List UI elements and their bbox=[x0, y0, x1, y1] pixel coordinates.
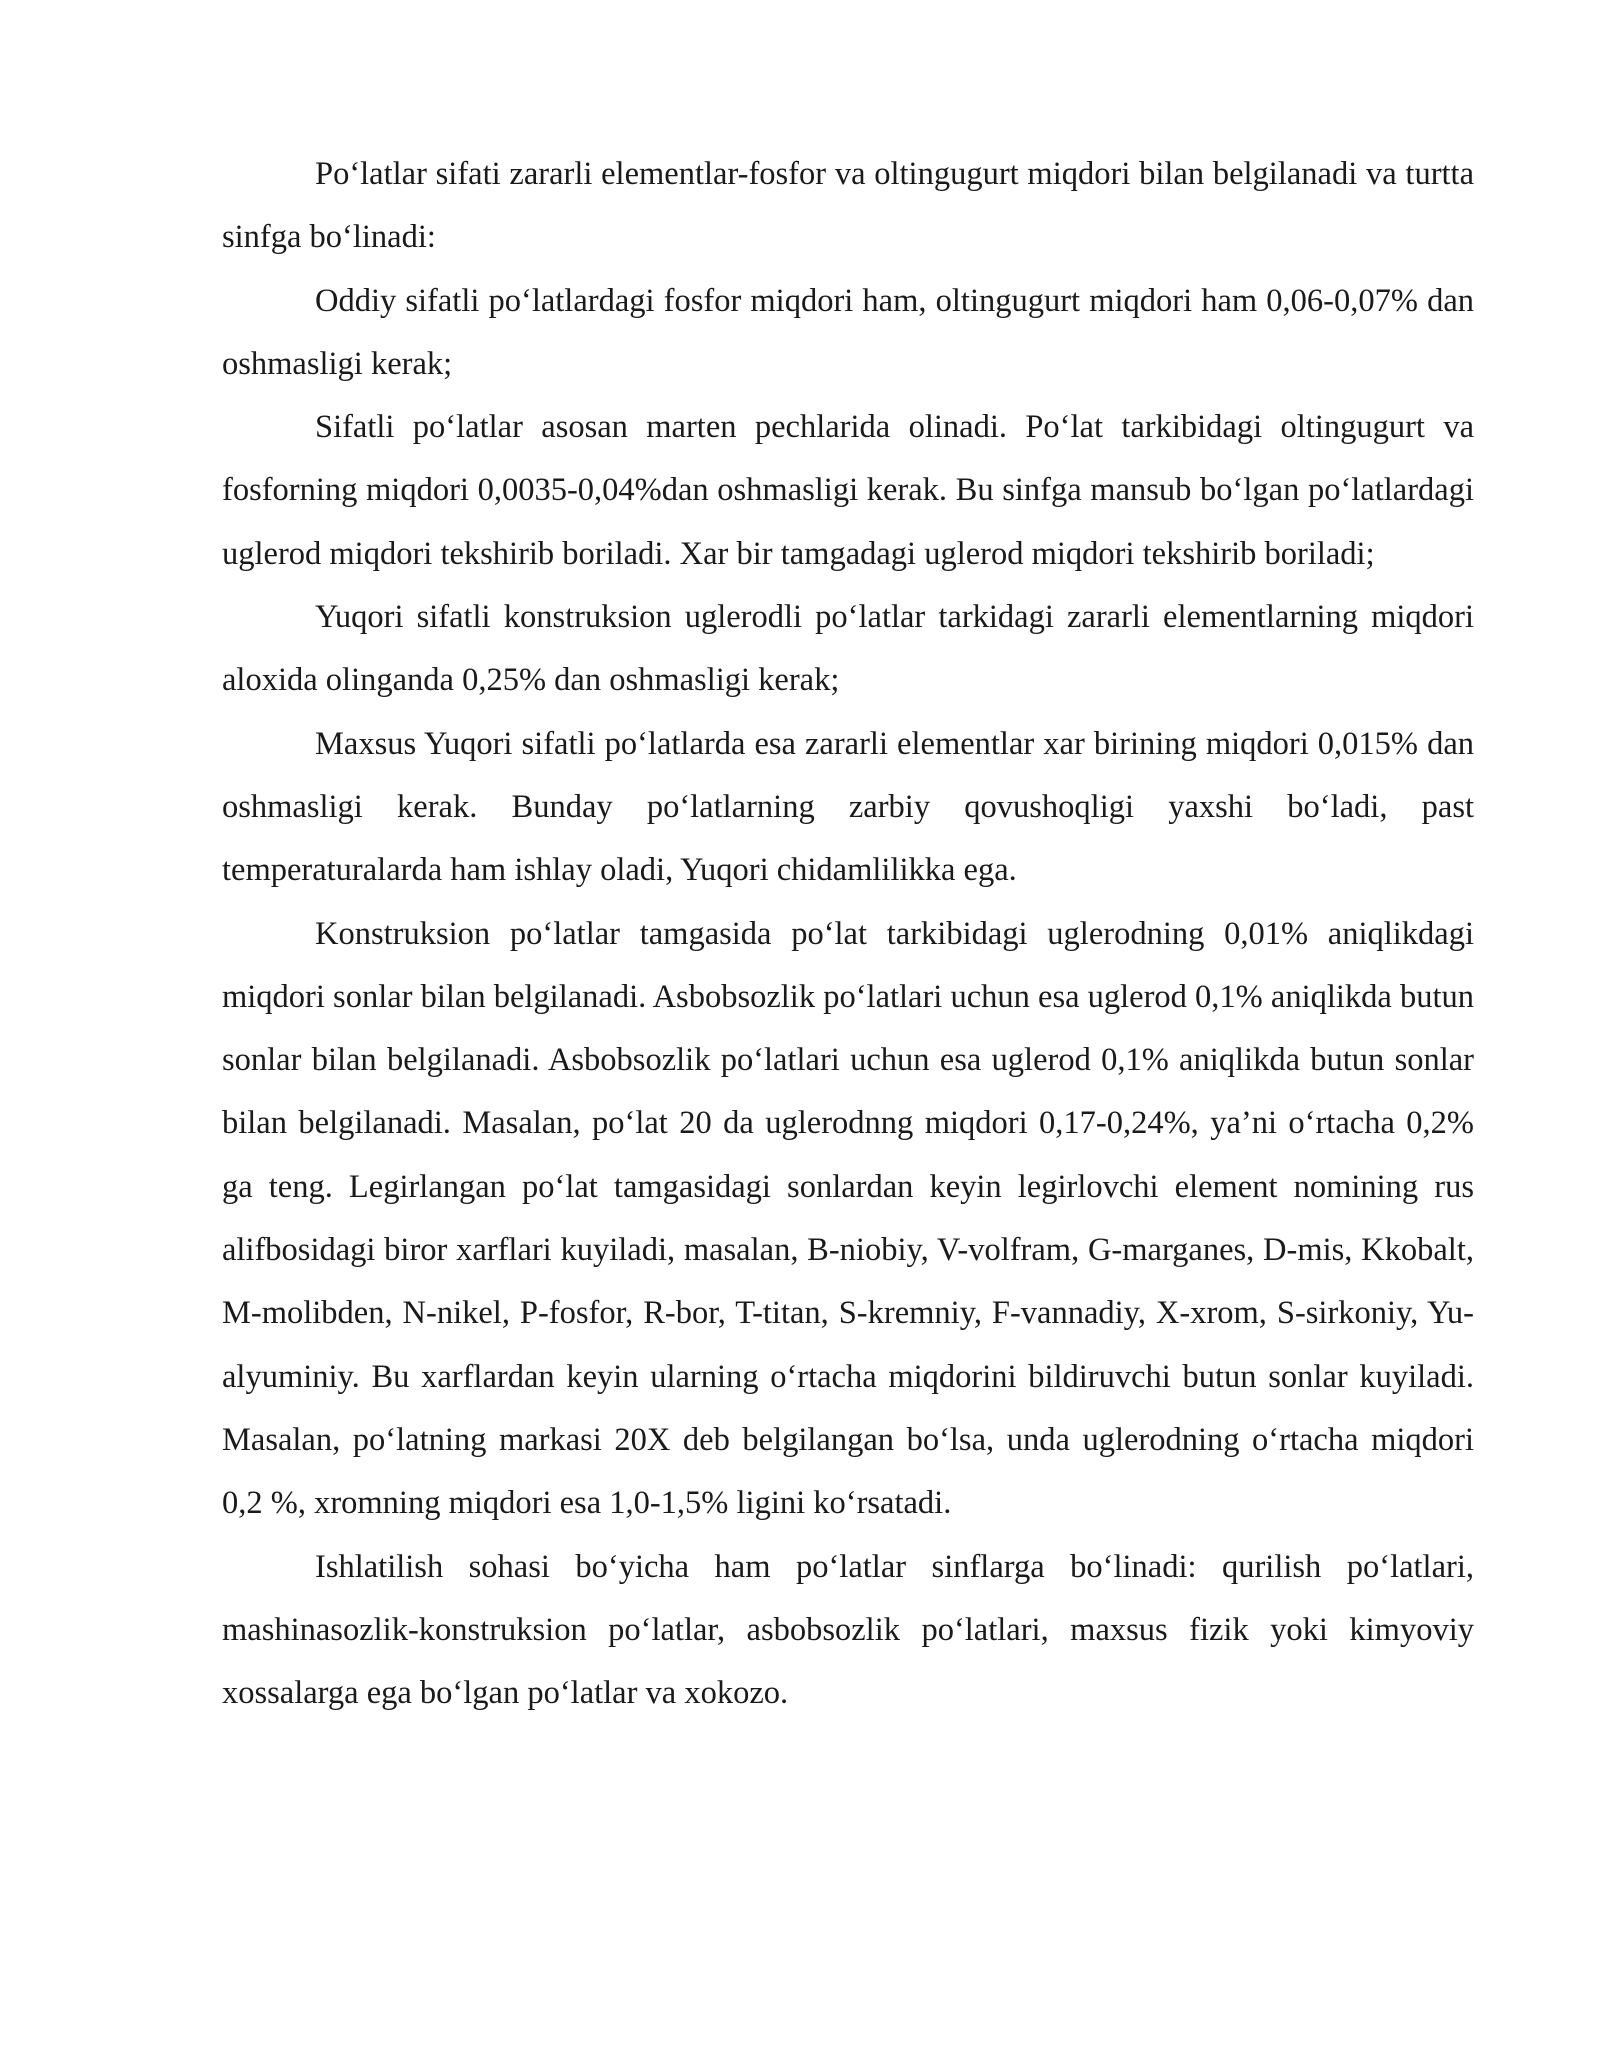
paragraph-steel-grade-marking: Konstruksion po‘latlar tamgasida po‘lat tarkibidagi uglerodning 0,01% aniqlikdagi miqdori sonlar bilan belgilanadi. Asbobsozlik po‘latlari uchun esa uglerod 0,1% aniqlikda butun sonlar bilan belgilanadi. Asbobsozlik po‘latlari uchun esa uglerod 0,1% aniqlikda butun sonlar bilan belgilanadi. Masalan, po‘lat 20 da uglerodnng miqdori 0,17-0,24%, ya’ni o‘rtacha 0,2% ga teng. Legirlangan po‘lat tamgasidagi sonlardan keyin legirlovchi element nomining rus alifbosidagi biror xarflari kuyiladi, masalan, B-niobiy, V-volfram, G-marganes, D-mis, Kkobalt, M-molibden, N-nikel, P-fosfor, R-bor, T-titan, S-kremniy, F-vannadiy, X-xrom, S-sirkoniy, Yu-alyuminiy. Bu xarflardan keyin ularning o‘rtacha miqdorini bildiruvchi butun sonlar kuyiladi. Masalan, po‘latning markasi 20X deb belgilangan bo‘lsa, unda uglerodning o‘rtacha miqdori 0,2 %, xromning miqdori esa 1,0-1,5% ligini ko‘rsatadi. bbox=[222, 915, 1474, 1522]
paragraph-application-classes: Ishlatilish sohasi bo‘yicha ham po‘latlar sinflarga bo‘linadi: qurilish po‘latlari, mashinasozlik-konstruksion po‘latlar, asbobsozlik po‘latlari, maxsus fizik yoki kimyoviy xossalarga ega bo‘lgan po‘latlar va xokozo. bbox=[222, 1548, 1474, 1712]
paragraph-high-quality-structural: Yuqori sifatli konstruksion uglerodli po‘latlar tarkidagi zararli elementlarning miqdori aloxida olinganda 0,25% dan oshmasligi kerak; bbox=[222, 599, 1474, 699]
document-page bbox=[222, 143, 1474, 1725]
paragraph-special-high-quality: Maxsus Yuqori sifatli po‘latlarda esa zararli elementlar xar birining miqdori 0,015% dan oshmasligi kerak. Bunday po‘latlarning zarbiy qovushoqligi yaxshi bo‘ladi, past temperaturalarda ham ishlay oladi, Yuqori chidamlilikka ega. bbox=[222, 725, 1474, 889]
paragraph-quality-steels: Sifatli po‘latlar asosan marten pechlarida olinadi. Po‘lat tarkibidagi oltingugurt va fosforning miqdori 0,0035-0,04%dan oshmasligi kerak. Bu sinfga mansub bo‘lgan po‘latlardagi uglerod miqdori tekshirib boriladi. Xar bir tamgadagi uglerod miqdori tekshirib boriladi; bbox=[222, 409, 1474, 572]
paragraph-ordinary-quality: Oddiy sifatli po‘latlardagi fosfor miqdori ham, oltingugurt miqdori ham 0,06-0,07% dan oshmasligi kerak; bbox=[222, 282, 1474, 382]
paragraph-steel-quality-classes: Po‘latlar sifati zararli elementlar-fosfor va oltingugurt miqdori bilan belgilanadi va turtta sinfga bo‘linadi: bbox=[222, 156, 1474, 256]
